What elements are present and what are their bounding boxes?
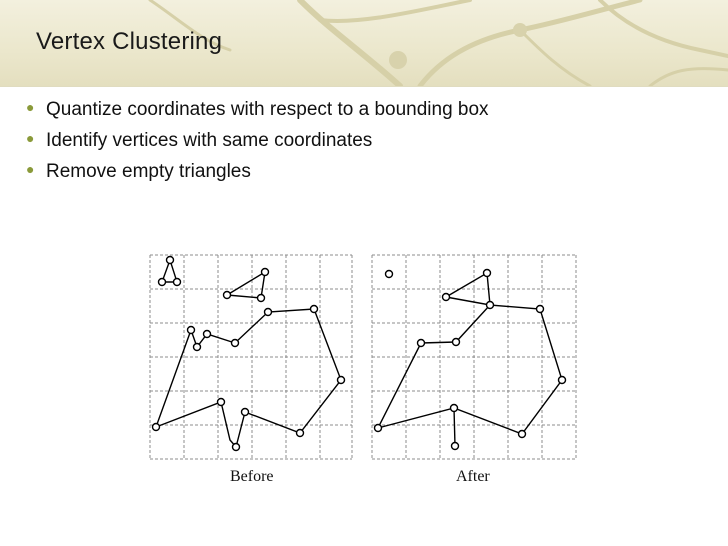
before-grid: [150, 255, 352, 459]
caption-before: Before: [230, 468, 274, 485]
bullet-icon: ●: [26, 161, 35, 178]
after-mesh-vertices: [375, 270, 566, 450]
bullet-text: Quantize coordinates with respect to a bounding box: [46, 99, 489, 120]
before-mesh-edges: [156, 260, 341, 447]
after-mesh-edges: [378, 273, 562, 446]
before-mesh-vertices: [153, 257, 345, 451]
bullet-icon: ●: [26, 99, 35, 116]
slide-title: Vertex Clustering: [36, 28, 223, 55]
bullet-icon: ●: [26, 130, 35, 147]
bullet-text: Remove empty triangles: [46, 161, 251, 182]
after-grid: [372, 255, 576, 459]
caption-after: After: [456, 468, 490, 485]
bullet-text: Identify vertices with same coordinates: [46, 130, 373, 151]
